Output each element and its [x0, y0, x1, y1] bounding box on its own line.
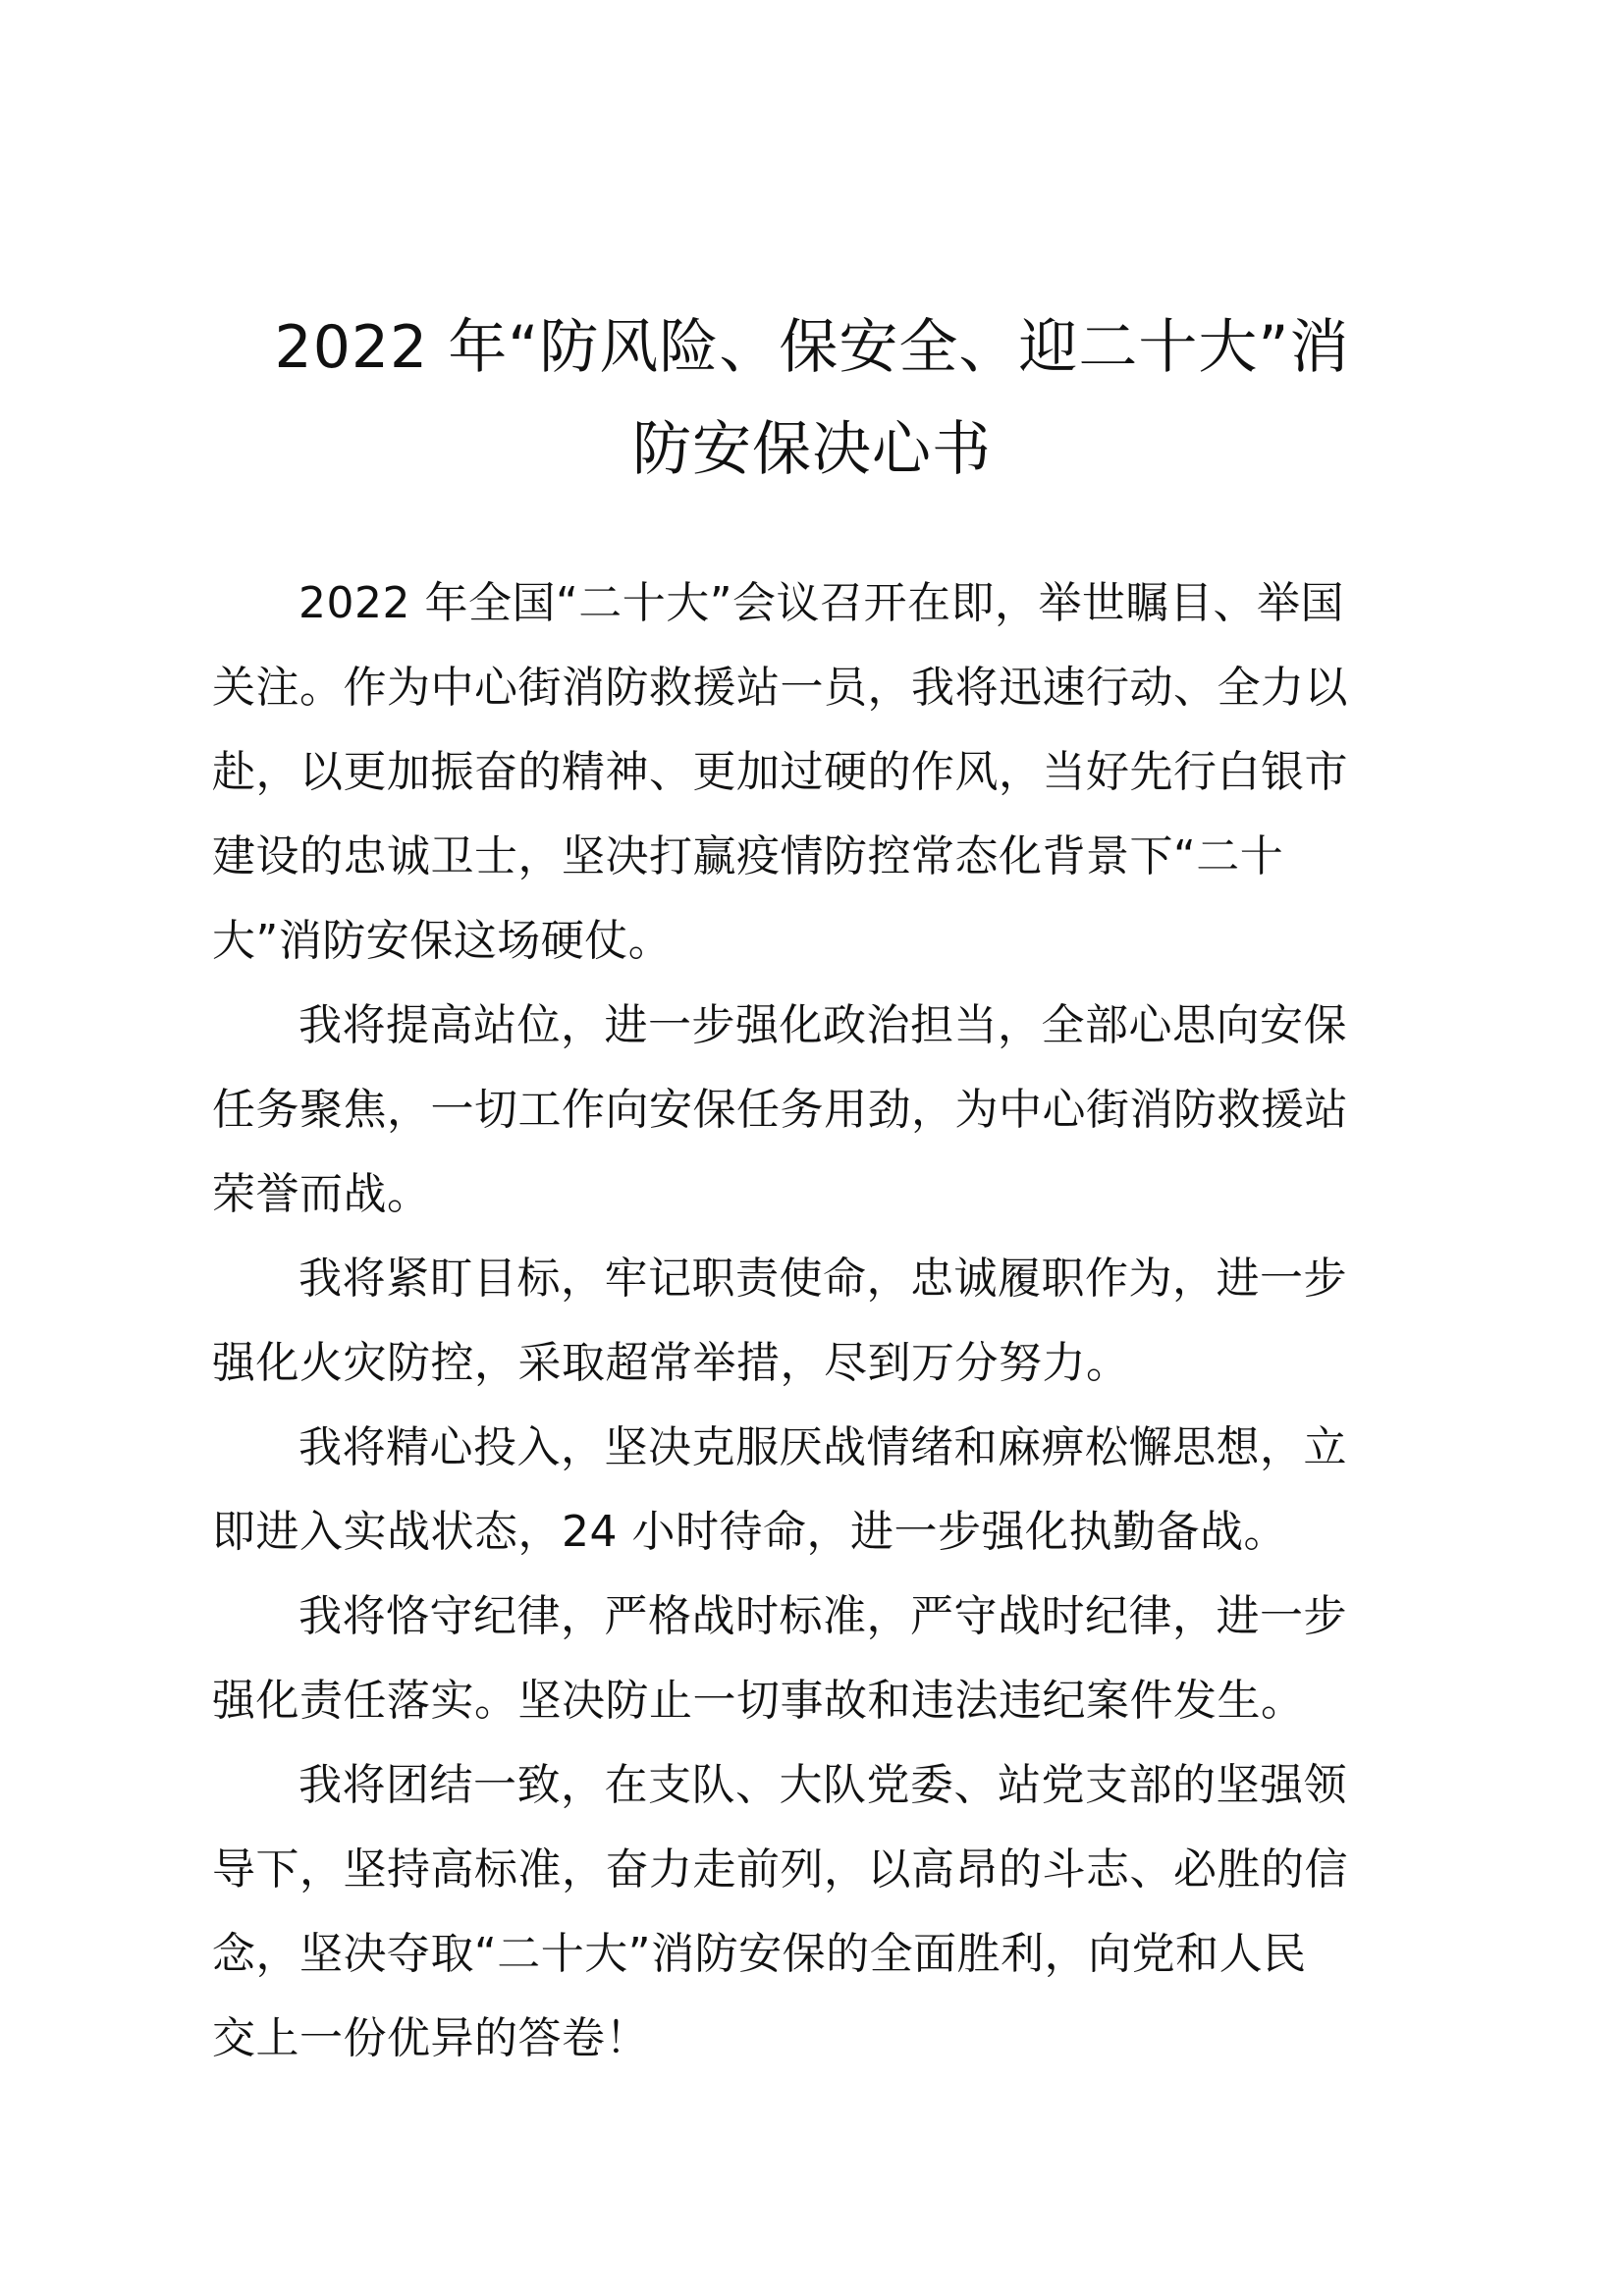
- paragraph-2: [212, 984, 1392, 1237]
- paragraph-line: 赴，以更加振奋的精神、更加过硬的作风，当好先行白银市: [212, 747, 1348, 797]
- paragraph-line: 导下，坚持高标准，奋力走前列，以高昂的斗志、必胜的信: [212, 1844, 1348, 1895]
- paragraph-line: 念，坚决夺取“二十大”消防安保的全面胜利，向党和人民: [212, 1929, 1307, 1979]
- paragraph-line: 我将紧盯目标，牢记职责使命，忠诚履职作为，进一步: [298, 1254, 1347, 1304]
- paragraph-line: 强化火灾防控，采取超常举措，尽到万分努力。: [212, 1338, 1130, 1388]
- paragraph-line: 交上一份优异的答卷！: [212, 2013, 649, 2063]
- paragraph-line: 建设的忠诚卫士，坚决打赢疫情防控常态化背景下“二十: [212, 831, 1284, 881]
- paragraph-line: 强化责任落实。坚决防止一切事故和违法违纪案件发生。: [212, 1676, 1305, 1726]
- paragraph-line: 我将精心投入，坚决克服厌战情绪和麻痹松懈思想，立: [298, 1422, 1347, 1472]
- title-line-1: 2022 年“防风险、保安全、迎二十大”消: [274, 313, 1350, 382]
- paragraph-line: 大”消防安保这场硬仗。: [212, 916, 673, 966]
- document-body: [212, 561, 1392, 2081]
- paragraph-line: 我将恪守纪律，严格战时标准，严守战时纪律，进一步: [298, 1591, 1347, 1641]
- document-title: [177, 296, 1447, 501]
- paragraph-3: [212, 1237, 1392, 1406]
- paragraph-4: [212, 1406, 1392, 1575]
- paragraph-line: 关注。作为中心街消防救援站一员，我将迅速行动、全力以: [212, 663, 1348, 713]
- paragraph-6: [212, 1743, 1392, 2081]
- paragraph-line: 荣誉而战。: [212, 1169, 431, 1219]
- paragraph-line: 我将团结一致，在支队、大队党委、站党支部的坚强领: [298, 1760, 1347, 1810]
- paragraph-line: 2022 年全国“二十大”会议召开在即，举世瞩目、举国: [298, 578, 1345, 628]
- paragraph-line: 我将提高站位，进一步强化政治担当，全部心思向安保: [298, 1000, 1347, 1050]
- paragraph-line: 即进入实战状态，24 小时待命，进一步强化执勤备战。: [212, 1507, 1287, 1557]
- paragraph-5: [212, 1575, 1392, 1743]
- title-line-2: 防安保决心书: [632, 415, 992, 484]
- paragraph-1: [212, 561, 1392, 984]
- paragraph-line: 任务聚焦，一切工作向安保任务用劲，为中心街消防救援站: [212, 1085, 1348, 1135]
